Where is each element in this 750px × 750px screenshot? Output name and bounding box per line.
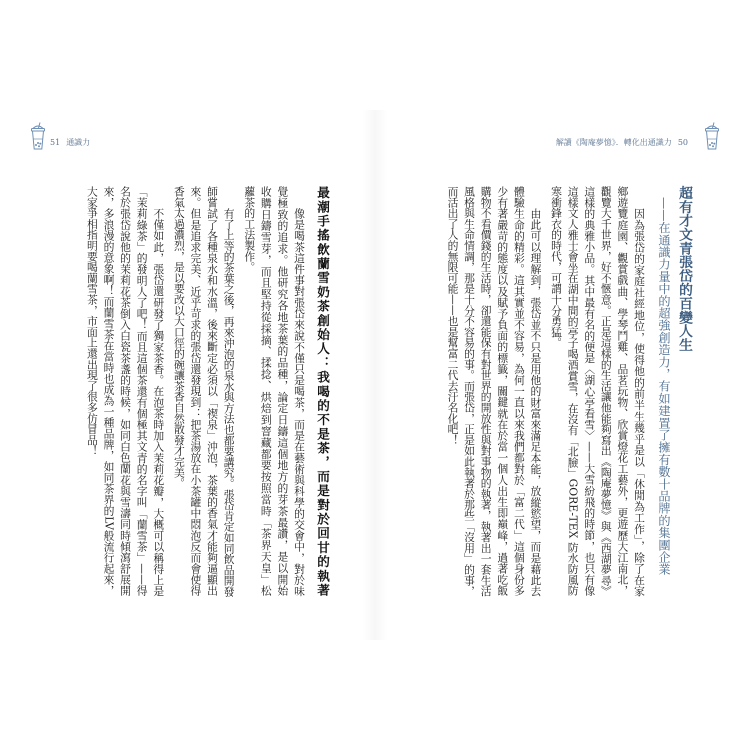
- body-text-column: 這樣的典雅小品。其中最有名的便是〈湖心亭看雪〉——大雪紛飛的時節，也只有像: [583, 186, 597, 596]
- body-text-column: 有了上等的茶葉之後，再來沖泡的泉水與方法也都要講究。張岱肯定如同飲品開發: [222, 207, 236, 597]
- right-page: [375, 0, 750, 750]
- running-head-left: [50, 138, 90, 148]
- body-text-column: 觀覽大千世界，好不愜意。正是這樣的生活讓他能夠寫出《陶庵夢憶》與《西湖夢尋》: [599, 186, 613, 597]
- body-text-column: 不僅如此，張岱還研發了獨家茶香。在泡茶時加入茉莉花瓣，大概可以稱得上是: [152, 207, 166, 596]
- body-text-column: 由此可以理解到，張岱並不只是用他的財富來滿足本能，放縱慾望，而是藉此去: [529, 207, 543, 596]
- body-text-column: 師嘗試了各種泉水和水溫，後來斷定必須以「禊泉」沖泡，茶葉的香氣才能夠逼顯出: [206, 186, 220, 596]
- body-text-column: 名於張岱說他的茉莉花茶倒入白瓷茶盞的時候，如同白色蘭花與雪濤同時傾瀉舒展開: [119, 186, 133, 596]
- body-text-column: 少有著嚴苛的態度以及賦予負面的標籤，關鍵就在於當一個人出生即巔峰，過著吃飯: [496, 186, 510, 596]
- body-text-column: 蘿茶的工法製作。: [243, 186, 257, 273]
- body-text-column: 收購日鑄雪芽，而且堅持從採摘、揉捻、烘焙到窨藏都要按照當時「茶界天皇」松: [259, 186, 273, 596]
- body-text-column: 因為張岱的家庭社經地位，使得他的前半生幾乎是以「休閒為工作」，除了在家: [633, 207, 646, 596]
- chapter-title: 超有才文青張岱的百變人生: [676, 186, 692, 352]
- running-head-title: 解讀《陶庵夢憶》．轉化出通識力: [555, 138, 672, 147]
- body-text-column: 來，多浪漫的意象啊！而蘭雪茶在當時也成為一種品牌，如同茶界的LV般流行起來，: [102, 186, 116, 596]
- bubble-tea-cup-icon: [704, 122, 720, 150]
- body-text-column: 這樣文人雅士會坐在湖中間的亭子喝酒賞雪，在沒有「北臉」GORE-TEX 防水防風防: [566, 186, 580, 596]
- body-text-column: 鄉遊覽庭園、觀賞戲曲、學琴鬥雞、品茗玩物、欣賞燈花工藝外，更遊歷大江南北，: [616, 186, 630, 596]
- page-number: 51: [50, 138, 61, 147]
- body-text-column: 香氣太過濃烈，是以要改以大口徑的碗讓茶香自然散發才完美。: [172, 186, 186, 489]
- body-text-column: 體驗生命的精彩。這其實並不容易，為何一直以來我們都對於「富二代」這個身份多: [512, 186, 526, 596]
- bubble-tea-cup-icon: [30, 122, 46, 150]
- body-text-column: 「茉莉綠茶」的發明人了吧！而且這個茶還有個極其文青的名字叫「蘭雪茶」——得: [135, 186, 149, 596]
- body-text-column: 像是喝茶這件事對張岱來說不僅只是喝茶，而是在藝術與科學的交會中，對於味: [293, 207, 306, 596]
- body-text-column: 大家爭相指明要喝蘭雪茶，市面上還出現了很多仿冒品！: [85, 186, 99, 456]
- body-text-column: 覺極致的追求。他研究各地茶葉的品種，論定日鑄這個地方的芽茶最讚，是以開始: [276, 186, 290, 596]
- running-head-right: [556, 138, 688, 148]
- body-text-column: 來。但是追求完美、近乎苛求的張岱還發現到：把茶湯放在小茶罐中悶泡反而會使得: [189, 186, 203, 596]
- page-number: 50: [677, 138, 688, 147]
- right-page-text: [444, 186, 693, 598]
- body-text-column: 購物不看價錢的生活時，卻還能保有對世界的開放性與對事物的執著，執著出一套生活: [479, 186, 493, 597]
- running-head-title: 通識力: [66, 138, 91, 147]
- body-text-column: 風格與生命情調，那是十分不容易的事。而張岱，正是如此執著於那些「沒用」的事，: [463, 186, 477, 597]
- body-text-column: 寒衝鋒衣的時代，可謂十分勇猛。: [550, 186, 564, 348]
- body-text-column: 而活出了人的無限可能——也是幫富二代去汙名化吧！: [446, 186, 460, 446]
- section-heading: 最潮手搖飲蘭雪奶茶創始人：我喝的不是茶，而是對於回甘的執著: [315, 186, 330, 596]
- chapter-subtitle: ——在通識力量中的超強創造力，有如建置了擁有數十品牌的集團企業: [657, 196, 671, 576]
- left-page-text: [83, 186, 331, 598]
